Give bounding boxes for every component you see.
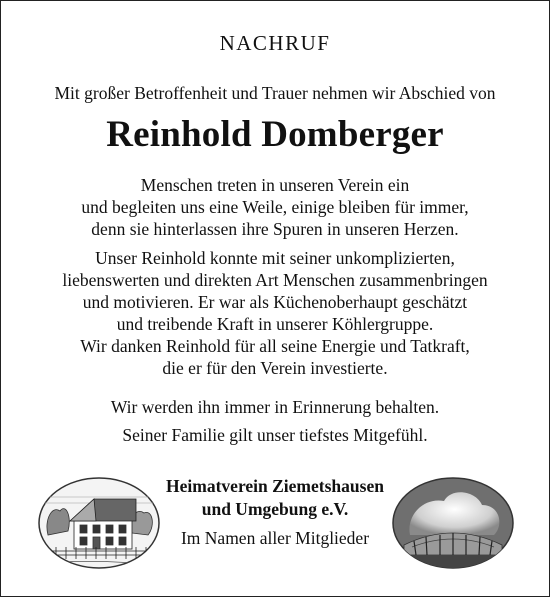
text-line: die er für den Verein investierte. xyxy=(162,358,388,378)
text-line: Wir danken Reinhold für all seine Energie und Tatkraft, xyxy=(80,336,470,356)
paragraph-3: Wir werden ihn immer in Erinnerung behalten. xyxy=(110,397,440,417)
intro-line: Mit großer Betroffenheit und Trauer nehmen wir Abschied von xyxy=(54,83,496,103)
charcoal-kiln-engraving-icon xyxy=(390,475,516,576)
org-name-line-1: Heimatverein Ziemetshausen xyxy=(166,476,384,496)
text-line: denn sie hinterlassen ihre Spuren in unseren Herzen. xyxy=(91,219,459,239)
text-line: und treibende Kraft in unserer Köhlergruppe. xyxy=(116,314,434,334)
paragraph-1 xyxy=(0,174,550,240)
text-line: und motivieren. Er war als Küchenoberhaupt geschätzt xyxy=(82,292,468,312)
text-line: Menschen treten in unseren Verein ein xyxy=(140,175,410,195)
text-line: und begleiten uns eine Weile, einige bleiben für immer, xyxy=(81,197,469,217)
house-engraving-icon xyxy=(36,475,162,576)
text-line: Unser Reinhold konnte mit seiner unkomplizierten, xyxy=(95,248,455,268)
paragraph-2 xyxy=(0,247,550,379)
deceased-name: Reinhold Domberger xyxy=(106,114,444,155)
text-line: liebenswerten und direkten Art Menschen zusammenbringen xyxy=(62,270,488,290)
notice-heading: NACHRUF xyxy=(219,31,331,55)
signature-subline: Im Namen aller Mitglieder xyxy=(180,528,370,548)
signature-block xyxy=(150,475,400,550)
paragraph-4: Seiner Familie gilt unser tiefstes Mitgefühl. xyxy=(122,425,428,445)
org-name-line-2: und Umgebung e.V. xyxy=(201,499,349,519)
